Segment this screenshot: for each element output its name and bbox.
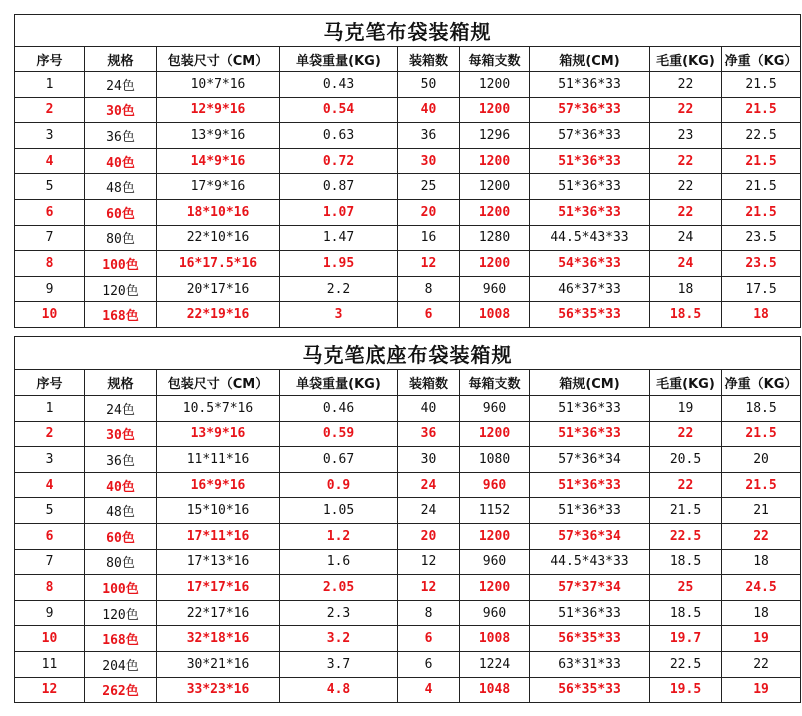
table-cell: 21.5 [722, 472, 801, 498]
table-cell: 24色 [85, 396, 157, 422]
table-cell: 960 [460, 600, 530, 626]
table-cell: 0.59 [280, 421, 398, 447]
table-cell: 20.5 [650, 447, 722, 473]
table-cell: 22.5 [650, 651, 722, 677]
table-cell: 1008 [460, 302, 530, 328]
table-cell: 21.5 [722, 174, 801, 200]
table-cell: 1.95 [280, 251, 398, 277]
table-cell: 51*36*33 [530, 199, 650, 225]
table-row [15, 123, 801, 149]
table-cell: 22 [650, 72, 722, 98]
table-cell: 18.5 [722, 396, 801, 422]
table-cell: 40色 [85, 148, 157, 174]
table-cell: 51*36*33 [530, 472, 650, 498]
table-cell: 18.5 [650, 549, 722, 575]
table-cell: 10*7*16 [157, 72, 280, 98]
table-cell: 25 [398, 174, 460, 200]
table-cell: 0.72 [280, 148, 398, 174]
table-cell: 44.5*43*33 [530, 225, 650, 251]
table-cell: 7 [15, 225, 85, 251]
table-cell: 23.5 [722, 225, 801, 251]
table-cell: 11 [15, 651, 85, 677]
table-cell: 6 [398, 626, 460, 652]
table-cell: 2.05 [280, 575, 398, 601]
table-cell: 0.9 [280, 472, 398, 498]
table-cell: 1 [15, 72, 85, 98]
table-cell: 5 [15, 174, 85, 200]
table-cell: 17*17*16 [157, 575, 280, 601]
table-cell: 30*21*16 [157, 651, 280, 677]
table-cell: 19.5 [650, 677, 722, 703]
table-cell: 10 [15, 302, 85, 328]
table-cell: 12 [398, 549, 460, 575]
table-cell: 30色 [85, 421, 157, 447]
table-cell: 30 [398, 148, 460, 174]
table-row [15, 600, 801, 626]
table-cell: 3.7 [280, 651, 398, 677]
table-cell: 1200 [460, 421, 530, 447]
table-cell: 22*19*16 [157, 302, 280, 328]
table-cell: 120色 [85, 276, 157, 302]
table-cell: 56*35*33 [530, 302, 650, 328]
table-cell: 1.47 [280, 225, 398, 251]
table-cell: 120色 [85, 600, 157, 626]
table-cell: 8 [15, 251, 85, 277]
table-cell: 2 [15, 421, 85, 447]
table-cell: 12 [398, 575, 460, 601]
table-cell: 10 [15, 626, 85, 652]
table-cell: 0.67 [280, 447, 398, 473]
table-cell: 21.5 [722, 148, 801, 174]
table-cell: 12 [398, 251, 460, 277]
table-cell: 51*36*33 [530, 148, 650, 174]
column-header: 规格 [85, 47, 157, 72]
table-cell: 9 [15, 600, 85, 626]
table-cell: 48色 [85, 498, 157, 524]
table-cell: 4.8 [280, 677, 398, 703]
table-row [15, 472, 801, 498]
table-cell: 16 [398, 225, 460, 251]
table-cell: 0.63 [280, 123, 398, 149]
table-cell: 25 [650, 575, 722, 601]
table-cell: 20 [398, 523, 460, 549]
table-cell: 36 [398, 123, 460, 149]
table-cell: 1200 [460, 174, 530, 200]
column-header: 每箱支数 [460, 47, 530, 72]
table-cell: 56*35*33 [530, 626, 650, 652]
table-cell: 1200 [460, 523, 530, 549]
table-cell: 1200 [460, 251, 530, 277]
table-row [15, 174, 801, 200]
table-cell: 7 [15, 549, 85, 575]
table-cell: 50 [398, 72, 460, 98]
table-row [15, 651, 801, 677]
column-header: 包装尺寸（CM） [157, 47, 280, 72]
table-cell: 51*36*33 [530, 498, 650, 524]
column-header: 装箱数 [398, 47, 460, 72]
table-row [15, 677, 801, 703]
marker-base-cloth-bag-packing-table [14, 336, 801, 703]
table-cell: 22 [650, 97, 722, 123]
table-cell: 960 [460, 396, 530, 422]
table-cell: 2 [15, 97, 85, 123]
table-cell: 24 [398, 498, 460, 524]
table-row [15, 626, 801, 652]
table-cell: 20*17*16 [157, 276, 280, 302]
table-cell: 48色 [85, 174, 157, 200]
table-cell: 6 [398, 651, 460, 677]
table-cell: 8 [398, 276, 460, 302]
column-header: 箱规(CM) [530, 370, 650, 396]
column-header: 序号 [15, 47, 85, 72]
table-cell: 19 [722, 677, 801, 703]
table-row [15, 447, 801, 473]
table-cell: 100色 [85, 575, 157, 601]
table-cell: 6 [398, 302, 460, 328]
table-cell: 3 [280, 302, 398, 328]
column-header: 净重（KG） [722, 370, 801, 396]
table-row [15, 396, 801, 422]
table-row [15, 421, 801, 447]
table-cell: 960 [460, 549, 530, 575]
column-header: 单袋重量(KG) [280, 47, 398, 72]
table-cell: 13*9*16 [157, 123, 280, 149]
table-cell: 8 [15, 575, 85, 601]
table-cell: 3 [15, 447, 85, 473]
table-cell: 1 [15, 396, 85, 422]
table-cell: 46*37*33 [530, 276, 650, 302]
table-cell: 22 [650, 199, 722, 225]
table-cell: 1080 [460, 447, 530, 473]
table-cell: 22 [650, 472, 722, 498]
table-cell: 960 [460, 276, 530, 302]
column-header: 净重（KG） [722, 47, 801, 72]
table-cell: 262色 [85, 677, 157, 703]
column-header: 箱规(CM) [530, 47, 650, 72]
table-cell: 3.2 [280, 626, 398, 652]
table-cell: 1280 [460, 225, 530, 251]
table-cell: 4 [398, 677, 460, 703]
table-cell: 24 [398, 472, 460, 498]
table-cell: 2.2 [280, 276, 398, 302]
table-cell: 960 [460, 472, 530, 498]
table-cell: 51*36*33 [530, 396, 650, 422]
table-row [15, 523, 801, 549]
table-cell: 18*10*16 [157, 199, 280, 225]
table-cell: 1200 [460, 575, 530, 601]
table-cell: 1296 [460, 123, 530, 149]
table-cell: 57*36*33 [530, 97, 650, 123]
table-cell: 44.5*43*33 [530, 549, 650, 575]
table-cell: 22 [650, 421, 722, 447]
table-cell: 5 [15, 498, 85, 524]
table-cell: 2.3 [280, 600, 398, 626]
table-cell: 18 [650, 276, 722, 302]
column-header: 序号 [15, 370, 85, 396]
table-cell: 1048 [460, 677, 530, 703]
table-cell: 22*10*16 [157, 225, 280, 251]
table-cell: 57*36*34 [530, 447, 650, 473]
table-cell: 0.43 [280, 72, 398, 98]
table-cell: 20 [722, 447, 801, 473]
table-cell: 19 [722, 626, 801, 652]
table-row [15, 276, 801, 302]
table-cell: 18 [722, 600, 801, 626]
marker-cloth-bag-packing-table [14, 14, 801, 328]
table-cell: 6 [15, 199, 85, 225]
table-cell: 1200 [460, 97, 530, 123]
table-cell: 22 [650, 148, 722, 174]
table-cell: 40 [398, 97, 460, 123]
table-cell: 18 [722, 302, 801, 328]
table-title: 马克笔底座布袋装箱规 [15, 337, 801, 370]
column-header: 规格 [85, 370, 157, 396]
table-cell: 16*17.5*16 [157, 251, 280, 277]
table-cell: 22 [650, 174, 722, 200]
table-row [15, 251, 801, 277]
table-cell: 40色 [85, 472, 157, 498]
table-cell: 204色 [85, 651, 157, 677]
table-cell: 1200 [460, 199, 530, 225]
table-cell: 21.5 [722, 199, 801, 225]
table-cell: 24 [650, 251, 722, 277]
table-cell: 0.46 [280, 396, 398, 422]
table-row [15, 148, 801, 174]
column-header: 包装尺寸（CM） [157, 370, 280, 396]
table-cell: 21.5 [650, 498, 722, 524]
table-cell: 18.5 [650, 600, 722, 626]
table-cell: 51*36*33 [530, 72, 650, 98]
table-cell: 1008 [460, 626, 530, 652]
table-cell: 11*11*16 [157, 447, 280, 473]
column-header: 每箱支数 [460, 370, 530, 396]
table-cell: 10.5*7*16 [157, 396, 280, 422]
table-cell: 22 [722, 651, 801, 677]
table-cell: 54*36*33 [530, 251, 650, 277]
table-cell: 30色 [85, 97, 157, 123]
table-cell: 12*9*16 [157, 97, 280, 123]
table-cell: 17*11*16 [157, 523, 280, 549]
table-cell: 24.5 [722, 575, 801, 601]
table-cell: 17*13*16 [157, 549, 280, 575]
table-cell: 1.2 [280, 523, 398, 549]
table-cell: 32*18*16 [157, 626, 280, 652]
table-row [15, 302, 801, 328]
table-cell: 51*36*33 [530, 421, 650, 447]
table-cell: 1.6 [280, 549, 398, 575]
table-cell: 40 [398, 396, 460, 422]
table-cell: 19.7 [650, 626, 722, 652]
column-header: 毛重(KG) [650, 370, 722, 396]
table-row [15, 97, 801, 123]
table-cell: 168色 [85, 626, 157, 652]
column-header: 装箱数 [398, 370, 460, 396]
table-cell: 80色 [85, 225, 157, 251]
table-cell: 12 [15, 677, 85, 703]
table-cell: 1.05 [280, 498, 398, 524]
table-cell: 22.5 [722, 123, 801, 149]
table-cell: 22.5 [650, 523, 722, 549]
table-cell: 23 [650, 123, 722, 149]
table-cell: 3 [15, 123, 85, 149]
table-cell: 51*36*33 [530, 600, 650, 626]
table-cell: 36色 [85, 447, 157, 473]
column-header: 毛重(KG) [650, 47, 722, 72]
table-cell: 1200 [460, 72, 530, 98]
table-cell: 21.5 [722, 97, 801, 123]
table-cell: 1.07 [280, 199, 398, 225]
table-cell: 100色 [85, 251, 157, 277]
table-cell: 6 [15, 523, 85, 549]
table-cell: 80色 [85, 549, 157, 575]
table-cell: 15*10*16 [157, 498, 280, 524]
table-cell: 1200 [460, 148, 530, 174]
table-cell: 22*17*16 [157, 600, 280, 626]
table-cell: 4 [15, 472, 85, 498]
table-cell: 20 [398, 199, 460, 225]
table-cell: 8 [398, 600, 460, 626]
table-cell: 30 [398, 447, 460, 473]
table-cell: 17*9*16 [157, 174, 280, 200]
table-cell: 56*35*33 [530, 677, 650, 703]
table-row [15, 549, 801, 575]
table-cell: 16*9*16 [157, 472, 280, 498]
table-cell: 24色 [85, 72, 157, 98]
table-cell: 0.54 [280, 97, 398, 123]
table-cell: 60色 [85, 199, 157, 225]
table-cell: 1152 [460, 498, 530, 524]
table-cell: 60色 [85, 523, 157, 549]
table-row [15, 225, 801, 251]
table-cell: 17.5 [722, 276, 801, 302]
table-cell: 57*36*34 [530, 523, 650, 549]
table-cell: 24 [650, 225, 722, 251]
table-cell: 168色 [85, 302, 157, 328]
table-cell: 21.5 [722, 421, 801, 447]
table-cell: 19 [650, 396, 722, 422]
table-cell: 4 [15, 148, 85, 174]
table-row [15, 72, 801, 98]
table-cell: 0.87 [280, 174, 398, 200]
table-cell: 14*9*16 [157, 148, 280, 174]
table-cell: 1224 [460, 651, 530, 677]
table-cell: 23.5 [722, 251, 801, 277]
table-cell: 63*31*33 [530, 651, 650, 677]
table-row [15, 199, 801, 225]
table-cell: 13*9*16 [157, 421, 280, 447]
table-cell: 21.5 [722, 72, 801, 98]
table-cell: 21 [722, 498, 801, 524]
table-cell: 9 [15, 276, 85, 302]
table-cell: 36 [398, 421, 460, 447]
table-cell: 33*23*16 [157, 677, 280, 703]
table-cell: 18.5 [650, 302, 722, 328]
table-cell: 36色 [85, 123, 157, 149]
table-row [15, 498, 801, 524]
table-cell: 51*36*33 [530, 174, 650, 200]
table-row [15, 575, 801, 601]
table-cell: 57*37*34 [530, 575, 650, 601]
table-cell: 18 [722, 549, 801, 575]
table-cell: 22 [722, 523, 801, 549]
table-cell: 57*36*33 [530, 123, 650, 149]
column-header: 单袋重量(KG) [280, 370, 398, 396]
table-title: 马克笔布袋装箱规 [15, 15, 801, 47]
